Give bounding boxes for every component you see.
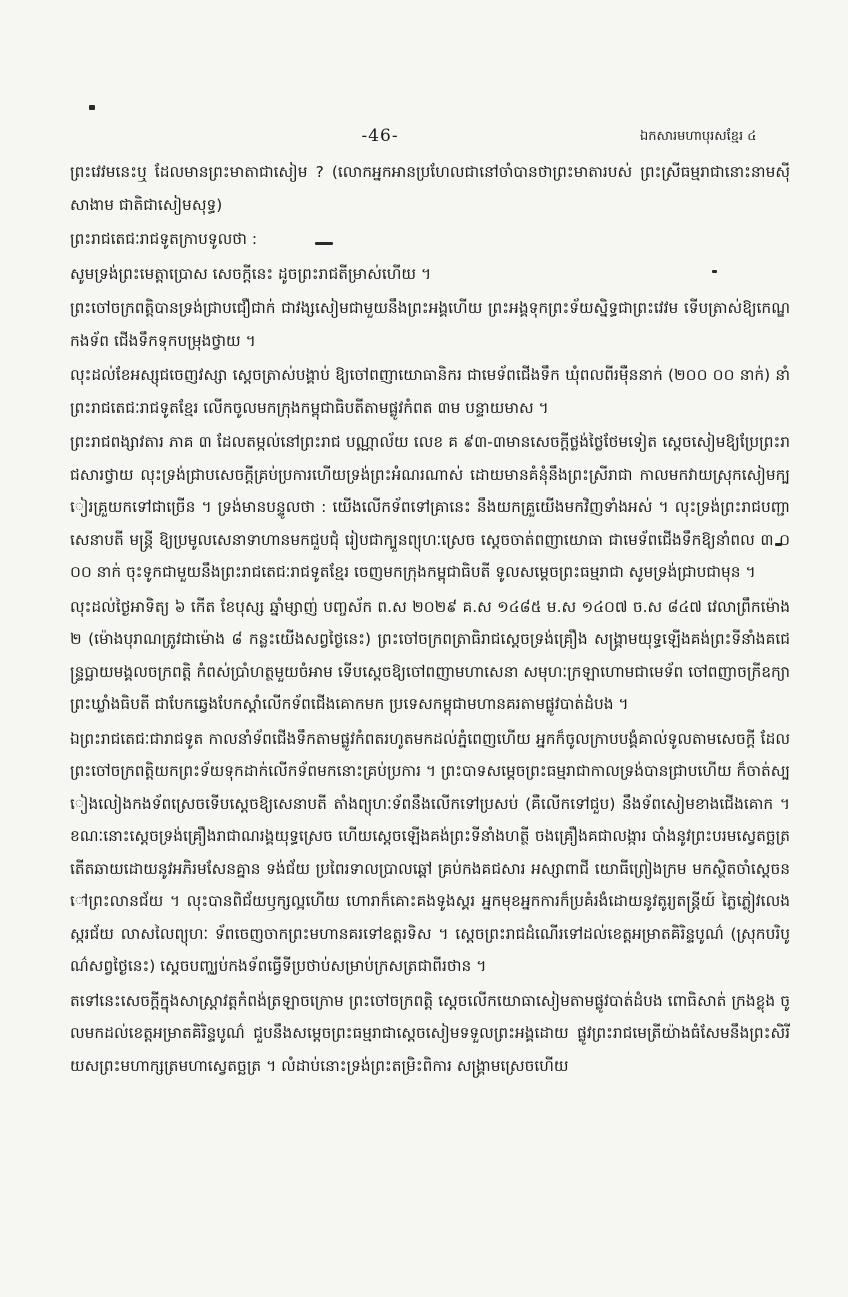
paragraph: ព្រះចៅចក្រពត្តិបានទ្រង់ជ្រាបជឿជាក់ ជាវង្សសៀមជាមួយនឹងព្រះអង្គហើយ ព្រះអង្គទុកព្រះទ័យស្និទ្ធជាព្រះវេវម ទើបត្រាស់ឱ្យកេណ្ឌកងទ័ព ជើងទឹកទុកបម្រុងថ្វាយ ។	[70, 299, 790, 350]
body-text	[70, 156, 790, 1082]
paragraph: ព្រះវេវមនេះឬ ដែលមានព្រះមាតាជាសៀម ? (លោកអ្នកអានប្រហែលជានៅចាំបានថាព្រះមាតារបស់ ព្រះស្រីធម្មរាជានោះនាមស៊ីសាងាម ជាតិជាសៀមសុទ្ធ)	[70, 163, 790, 214]
paragraph: លុះដល់ថ្ងៃអាទិត្យ ៦ កើត ខែបុស្ស ឆ្នាំម្សាញ់ បញ្ចស័ក ព.ស ២០២៩ គ.ស ១៤៨៥ ម.ស ១៤០៧ ច.ស ៨៤៧ វេលាព្រឹកម៉ោង ២ (ម៉ោងបុរាណត្រូវជាម៉ោង ៨ កន្លះយើងសព្វថ្ងៃនេះ) ព្រះចៅចក្រពត្រាធិរាជស្ដេចទ្រង់គ្រឿង សង្គ្រាមយុទ្ធឡើងគង់ព្រះទីនាំងគជេន្ទ្រប្ឆាយមង្គលចក្រពត្តិ កំពស់ប្រាំហត្ថមួយចំអាម ទើបស្ដេចឱ្យចៅពញាមហាសេនា សមុហៈក្រឡាហោមជាមេទ័ព ចៅពញាចក្រីឧក្យាព្រះឃ្លាំងធិបតី ជាបែកឆ្វេងបែកស្ដាំលើកទ័ពជើងគោកមក ប្រទេសកម្ពុជាមហានគរតាមផ្លូវបាត់ដំបង ។	[70, 597, 790, 713]
paragraph: ព្រះរាជពង្សាវតារ ភាគ ៣ ដែលតម្កល់នៅព្រះរាជ បណ្ណាល័យ លេខ គ ៩៣-៣មានសេចក្ដីថ្លង់ថ្លៃថែមទៀត ស្ដេចសៀមឱ្យប្រែព្រះរាជសារថ្វាយ លុះទ្រង់ជ្រាបសេចក្ដីគ្រប់ប្រការហើយទ្រង់ព្រះអំណរណាស់ ដោយមានគំនុំនឹងព្រះស្រីរាជា កាលមកវាយស្រុកសៀមក្បៀរគ្រួយកទៅជាច្រើន ។ ទ្រង់មានបន្ទូលថា : យើងលើកទ័ពទៅគ្រានេះ នឹងយកគ្រួយើងមកវិញទាំងអស់ ។ លុះទ្រង់ព្រះរាជបញ្ជា សេនាបតី មន្ត្រី ឱ្យប្រមូលសេនាទាហានមកជួបជុំ រៀបជាក្បួនព្យុហៈស្រេច ស្ដេចចាត់ពញាយោធា ជាមេទ័ពជើងទឹកឱ្យនាំពល ៣ ០០០ នាក់ ចុះទូកជាមួយនឹងព្រះរាជតេជៈរាជទូតខ្មែរ ចេញមកក្រុងកម្ពុជាធិបតី ទូលសម្ដេចព្រះធម្មរាជា សូមទ្រង់ជ្រាបជាមុន ។	[70, 433, 790, 581]
paragraph: លុះដល់ខែអស្សុជចេញវស្សា ស្ដេចត្រាស់បង្គាប់ ឱ្យចៅពញាយោធានិករ ជាមេទ័ពជើងទឹក ឃុំពលពីរម៉ឺននាក់ (២០០ ០០ នាក់) នាំព្រះរាជតេជៈរាជទូតខ្មែរ លើកចូលមកក្រុងកម្ពុជាធិបតីតាមផ្លូវកំពត ៣ម បន្ទាយមាស ។	[70, 366, 790, 417]
running-head: ឯកសារមហាបុរសខ្មែរ ៤	[640, 129, 757, 144]
paragraph: ឯព្រះរាជតេជៈជារាជទូត កាលនាំទ័ពជើងទឹកតាមផ្លូវកំពតរហូតមកដល់ភ្នំពេញហើយ អ្នកក៏ចូលក្រាបបង្គំគាល់ទូលតាមសេចក្ដី ដែលព្រះចៅចក្រពត្តិយកព្រះទ័យទុកដាក់លើកទ័ពមកនោះគ្រប់ប្រការ ។ ព្រះបាទសម្ដេចព្រះធម្មរាជាកាលទ្រង់បានជ្រាបហើយ ក៏ចាត់ស្បៀងលៀងកងទ័ពស្រេចទើបស្ដេចឱ្យសេនាបតី តាំងព្យុហៈទ័ពនឹងលើកទៅប្រសប់ (គឺលើកទៅជួប) នឹងទ័ពសៀមខាងជើងគោក ។ ខណៈនោះស្ដេចទ្រង់គ្រឿងរាជាណរង្គយុទ្ធស្រេច ហើយស្ដេចឡើងគង់ព្រះទីនាំងហត្ថី ចងគ្រឿងគជាលង្ការ បាំងនូវព្រះបរមស្វេតច្ឆត្រតើតឆាយដោយនូវអភិរមសែនគ្នាន ទង់ជ័យ ប្រពៃរទាលប្រាលឆ្ពៅ គ្រប់កងគជសារ អស្សាពាជី យោធីព្រៀងក្រម មកស្ថិតចាំស្ដេចនៅព្រះលានជ័យ ។ លុះបានពិជ័យឫក្សល្អហើយ ហោរាក៏គោះគងទូងស្គរ អ្នកមុខអ្នកការក៏ប្រគំរងំដោយនូវតូរ្យតន្ត្រីយ៍ ភ្លៃភ្លៀវលេងស្ករជ័យ លាសលៃព្យុហៈ ទ័ពចេញចាកព្រះមហានគរទៅឧត្តរទិស ។ ស្ដេចព្រះរាជដំណើរទៅដល់ខេត្តអម្រាតគិរិន្ទបូណ៌ (ស្រុកបរិបូណ៌សព្វថ្ងៃនេះ) ស្ដេចបញ្ឈប់កងទ័ពធ្វើទីប្រថាប់សម្រាប់ក្រសត្រជាពីរថាន ។	[70, 729, 790, 975]
page-number: -46-	[361, 126, 399, 146]
scan-speck	[89, 105, 95, 110]
paragraph: តទៅនេះសេចក្ដីក្នុងសាស្ត្រាវត្តកំពង់ត្រឡាចក្រោម ព្រះចៅចក្រពត្តិ ស្ដេចលើកយោធាសៀមតាមផ្លូវបាត់ដំបង ពោធិសាត់ ក្រងខ្លុង ចូលមកដល់ខេត្តអម្រាតគិរិន្ទបូណ៌ ជួបនឹងសម្ដេចព្រះធម្មរាជាស្ដេចសៀមទទួលព្រះអង្គដោយ ផ្លូវព្រះរាជមេត្រីយ៉ាងធំសែមនឹងព្រះសិរីយសព្រះមហាក្សត្រមហាស្វេតច្ឆត្រ ។ លំដាប់នោះទ្រង់ព្រះតម្រិះពិការ សង្គ្រាមស្រេចហើយ	[70, 991, 790, 1075]
paragraph: ព្រះរាជតេជៈរាជទូតក្រាបទូលថា :	[70, 230, 258, 248]
paragraph: សូមទ្រង់ព្រះមេត្តាប្រោស សេចក្ដីនេះ ដូចព្រះរាជតីម្រាស់ហើយ ។	[70, 264, 432, 283]
